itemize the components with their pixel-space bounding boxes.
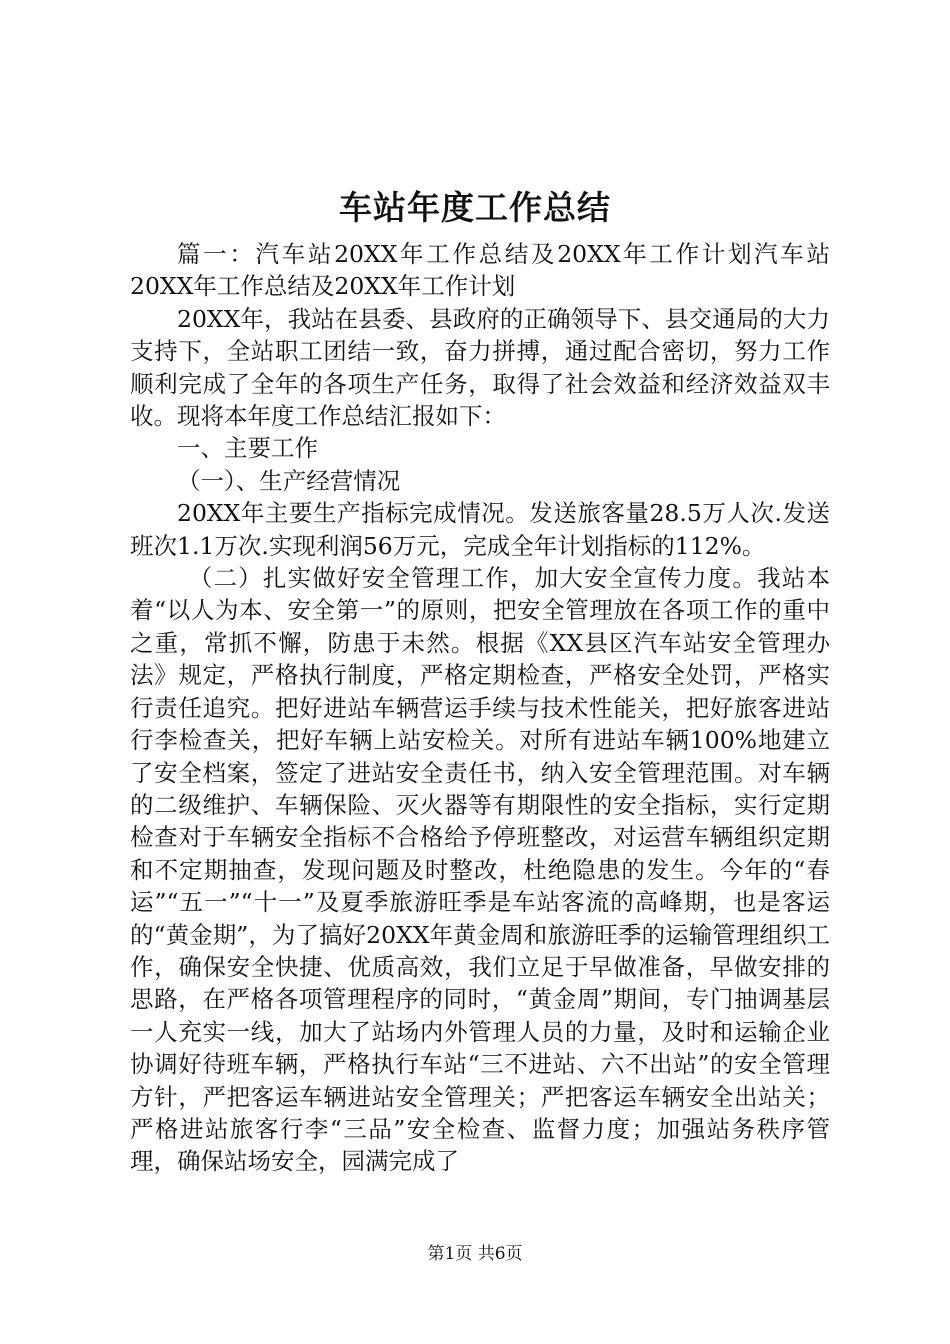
subsection-heading-production: （一）、生产经营情况: [177, 466, 401, 495]
section-heading-main-work: 一、主要工作: [177, 434, 318, 463]
paragraph-safety-management: （二）扎实做好安全管理工作，加大安全宣传力度。我站本着“以人为本、安全第一”的原则，把安全管理放在各项工作的重中之重，常抓不懈，防患于未然。根据《XX县区汽车站安全管理办法》规定，严格执行制度，严格定期检查，严格安全处罚，严格实行责任追究。把好进站车辆营运手续与技术性能关，把好旅客进站行李检查关，把好车辆上站安检关。对所有进站车辆100%地建立了安全档案，签定了进站安全责任书，纳入安全管理范围。对车辆的二级维护、车辆保险、灭火器等有期限性的安全指标，实行定期检查对于车辆安全指标不合格给予停班整改，对运营车辆组织定期和不定期抽查，发现问题及时整改，杜绝隐患的发生。今年的“春运”“五一”“十一”及夏季旅游旺季是车站客流的高峰期，也是客运的“黄金期”，为了搞好20XX年黄金周和旅游旺季的运输管理组织工作，确保安全快捷、优质高效，我们立足于早做准备，早做安排的思路，在严格各项管理程序的同时，“黄金周”期间，专门抽调基层一人充实一线，加大了站场内外管理人员的力量，及时和运输企业协调好待班车辆，严格执行车站“三不进站、六不出站”的安全管理方针，严把客运车辆进站安全管理关；严把客运车辆安全出站关；严格进站旅客行李“三品”安全检查、监督力度；加强站务秩序管理，确保站场安全，园满完成了: [130, 564, 830, 1176]
paragraph-summary: 20XX年，我站在县委、县政府的正确领导下、县交通局的大力支持下，全站职工团结一致，奋力拼搏，通过配合密切，努力工作顺利完成了全年的各项生产任务，取得了社会效益和经济效益双丰收。现将本年度工作总结汇报如下：: [130, 304, 830, 431]
page-number-footer: 第1页 共6页: [427, 1244, 523, 1264]
paragraph-production-indicators: 20XX年主要生产指标完成情况。发送旅客量28.5万人次.发送班次1.1万次.实现利润56万元，完成全年计划指标的112%。: [130, 499, 830, 560]
document-body: [130, 238, 830, 1178]
paragraph-intro: 篇一：汽车站20XX年工作总结及20XX年工作计划汽车站20XX年工作总结及20XX年工作计划: [130, 240, 830, 301]
document-title: 车站年度工作总结: [339, 188, 611, 227]
